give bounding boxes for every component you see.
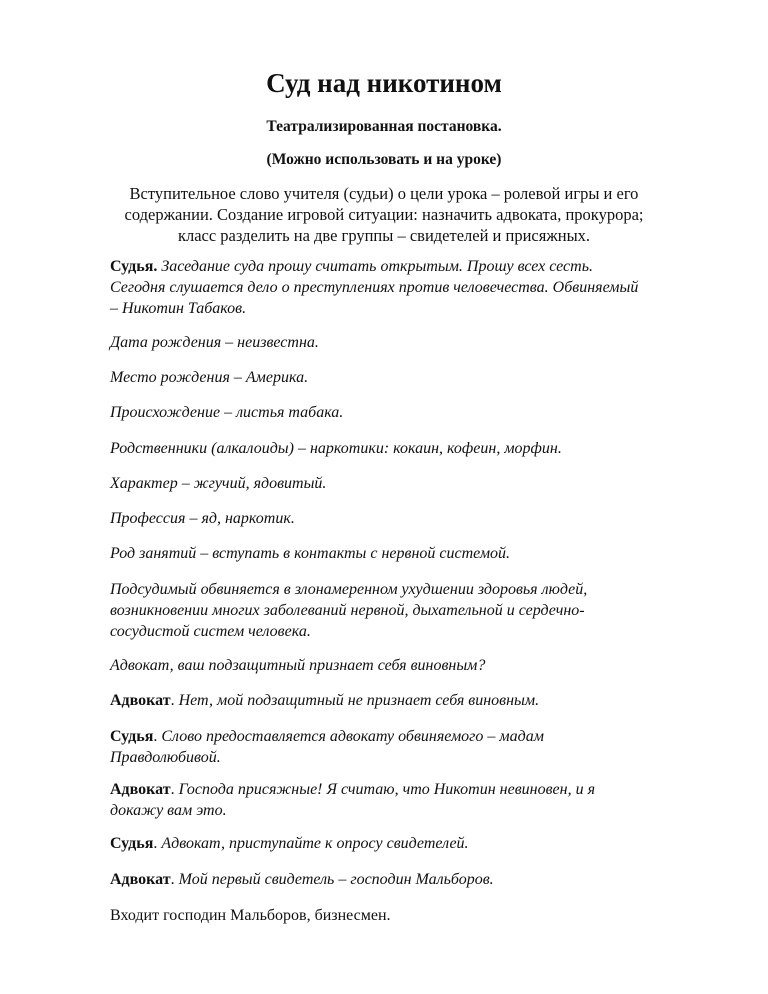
- speech-text: сосудистой систем человека.: [110, 623, 311, 640]
- judge-question: Адвокат, ваш подзащитный признает себя виновным?: [110, 657, 486, 674]
- document-subtitle: Театрализированная постановка.: [266, 118, 502, 135]
- lawyer-statement: [110, 779, 670, 821]
- character: Характер – жгучий, ядовитый.: [110, 475, 327, 492]
- judge-gives-word: [110, 726, 670, 768]
- intro-paragraph: [0, 183, 768, 246]
- separator: .: [170, 781, 179, 798]
- speech-text: Мой первый свидетель – господин Мальборов.: [178, 871, 494, 888]
- judge-opening: [110, 256, 670, 319]
- separator: .: [153, 728, 162, 745]
- speaker-label: Судья: [110, 835, 154, 852]
- speech-text: Слово предоставляется адвокату обвиняемого – мадам: [161, 728, 544, 745]
- speech-text: Адвокат, приступайте к опросу свидетелей.: [161, 835, 469, 852]
- speech-text: Господа присяжные! Я считаю, что Никотин невиновен, и я: [178, 781, 596, 798]
- document-title: Суд над никотином: [266, 68, 502, 98]
- birth-date: Дата рождения – неизвестна.: [110, 334, 319, 351]
- speech-text: Подсудимый обвиняется в злонамеренном ухудшении здоровья людей,: [110, 581, 588, 598]
- profession: Профессия – яд, наркотик.: [110, 510, 295, 527]
- speaker-label: Судья.: [110, 258, 158, 275]
- separator: .: [170, 871, 179, 888]
- speech-text: Заседание суда прошу считать открытым. Прошу всех сесть.: [157, 258, 593, 275]
- accusation: [110, 579, 670, 642]
- separator: .: [170, 692, 179, 709]
- judge-instruction: [110, 833, 670, 854]
- speech-text: Сегодня слушается дело о преступлениях против человечества. Обвиняемый: [110, 279, 639, 296]
- speech-text: докажу вам это.: [110, 802, 227, 819]
- separator: .: [153, 835, 162, 852]
- origin: Происхождение – листья табака.: [110, 404, 344, 421]
- speaker-label: Адвокат: [110, 781, 171, 798]
- intro-line: содержании. Создание игровой ситуации: назначить адвоката, прокурора;: [124, 205, 644, 224]
- relatives: Родственники (алкалоиды) – наркотики: кокаин, кофеин, морфин.: [110, 440, 562, 457]
- speaker-label: Адвокат: [110, 871, 171, 888]
- birth-place: Место рождения – Америка.: [110, 369, 309, 386]
- occupation: Род занятий – вступать в контакты с нервной системой.: [110, 545, 511, 562]
- stage-direction: Входит господин Мальборов, бизнесмен.: [110, 907, 391, 924]
- speech-text: Правдолюбивой.: [110, 749, 221, 766]
- intro-line: Вступительное слово учителя (судьи) о цели урока – ролевой игры и его: [129, 184, 639, 203]
- speaker-label: Судья: [110, 728, 154, 745]
- speech-text: Нет, мой подзащитный не признает себя виновным.: [178, 692, 540, 709]
- lawyer-reply: [110, 690, 670, 711]
- speech-text: возникновении многих заболеваний нервной, дыхательной и сердечно-: [110, 602, 585, 619]
- intro-line: класс разделить на две группы – свидетелей и присяжных.: [177, 226, 591, 245]
- lawyer-first-witness: [110, 869, 670, 890]
- speech-text: – Никотин Табаков.: [110, 300, 247, 317]
- speaker-label: Адвокат: [110, 692, 171, 709]
- document-subtitle-note: (Можно использовать и на уроке): [266, 151, 502, 168]
